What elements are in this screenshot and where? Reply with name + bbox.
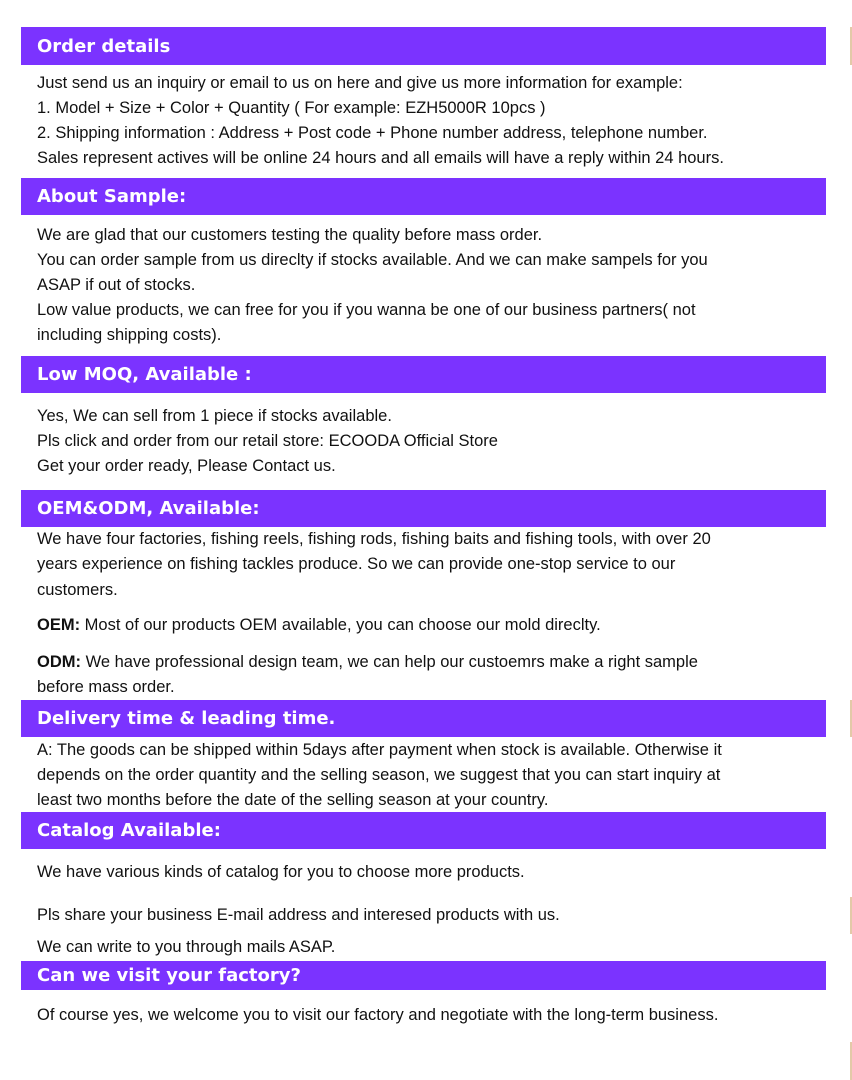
text-line: Of course yes, we welcome you to visit our factory and negotiate with the long-term business.: [37, 1006, 719, 1024]
section-header-about-sample: [21, 178, 826, 215]
section-header-order-details: [21, 27, 826, 65]
text-line: Pls share your business E-mail address and interesed products with us.: [37, 906, 560, 924]
section-title: OEM&ODM, Available:: [37, 498, 260, 519]
text-line: 1. Model + Size + Color + Quantity ( For example: EZH5000R 10pcs ): [37, 99, 546, 117]
text-line: depends on the order quantity and the selling season, we suggest that you can start inquiry at: [37, 766, 721, 784]
section-title: Low MOQ, Available :: [37, 364, 252, 385]
section-header-delivery-time: [21, 700, 826, 737]
section-header-factory-visit: [21, 961, 826, 990]
odm-line: [37, 653, 698, 672]
text-line: before mass order.: [37, 678, 175, 696]
oem-text: Most of our products OEM available, you can choose our mold direclty.: [80, 616, 601, 634]
text-line: least two months before the date of the selling season at your country.: [37, 791, 549, 809]
section-header-low-moq: [21, 356, 826, 393]
oem-label: OEM:: [37, 616, 81, 634]
text-line: Get your order ready, Please Contact us.: [37, 457, 336, 475]
text-line: We have four factories, fishing reels, fishing rods, fishing baits and fishing tools, with over 20: [37, 530, 711, 548]
text-line: Sales represent actives will be online 24 hours and all emails will have a reply within 24 hours.: [37, 149, 724, 167]
text-line: customers.: [37, 581, 118, 599]
oem-line: [37, 616, 601, 635]
text-line: Low value products, we can free for you if you wanna be one of our business partners( not: [37, 301, 696, 319]
text-line: Yes, We can sell from 1 piece if stocks available.: [37, 407, 392, 425]
text-line: We can write to you through mails ASAP.: [37, 938, 336, 956]
text-line: Just send us an inquiry or email to us on here and give us more information for example:: [37, 74, 683, 92]
section-title: Order details: [37, 35, 171, 57]
text-line: A: The goods can be shipped within 5days after payment when stock is available. Otherwise it: [37, 741, 722, 759]
section-header-oem-odm: [21, 490, 826, 527]
section-header-catalog: [21, 812, 826, 849]
text-line: We are glad that our customers testing the quality before mass order.: [37, 226, 543, 244]
odm-label: ODM:: [37, 653, 81, 671]
section-title: Can we visit your factory?: [37, 965, 301, 986]
text-line: We have various kinds of catalog for you to choose more products.: [37, 863, 525, 881]
text-line: 2. Shipping information : Address + Post code + Phone number address, telephone number.: [37, 124, 708, 142]
text-line: You can order sample from us direclty if stocks available. And we can make sampels for you: [37, 251, 708, 269]
odm-text: We have professional design team, we can help our custoemrs make a right sample: [81, 653, 698, 671]
text-line: ASAP if out of stocks.: [37, 276, 196, 294]
text-line: including shipping costs).: [37, 326, 222, 344]
section-title: Delivery time & leading time.: [37, 708, 336, 729]
section-title: About Sample:: [37, 186, 187, 207]
text-line: Pls click and order from our retail store: ECOODA Official Store: [37, 432, 498, 450]
section-title: Catalog Available:: [37, 820, 221, 841]
text-line: years experience on fishing tackles produce. So we can provide one-stop service to our: [37, 555, 676, 573]
